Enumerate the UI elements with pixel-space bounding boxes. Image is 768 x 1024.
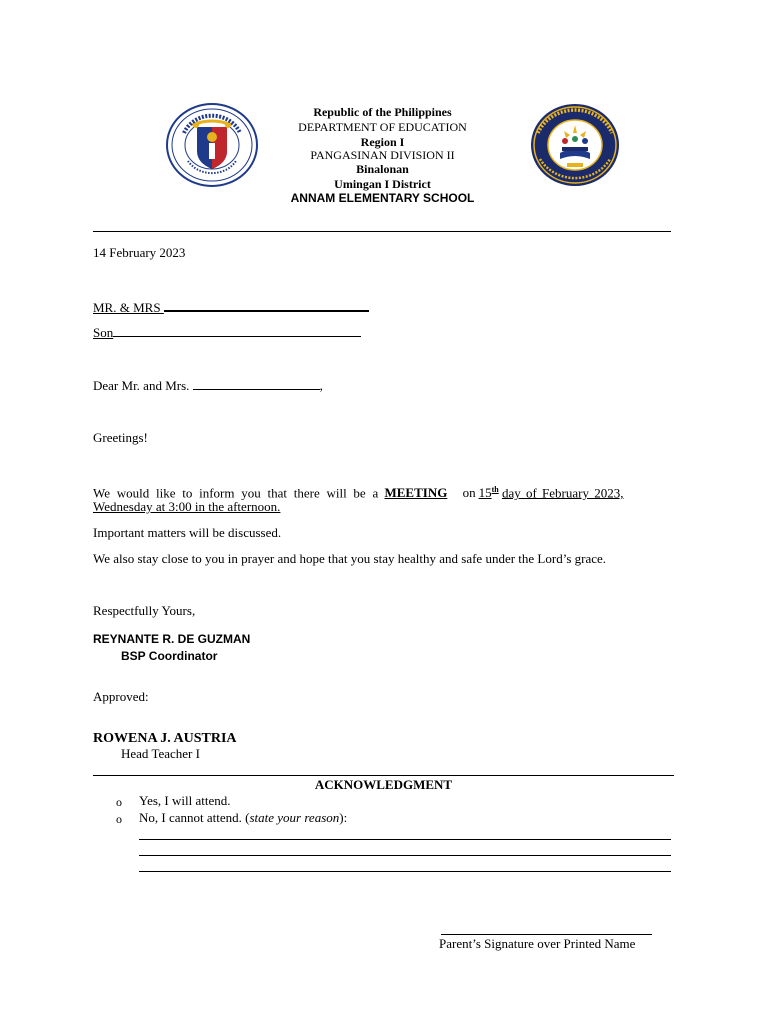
option-no[interactable] <box>139 810 347 826</box>
body-date-rest: day of February 2023, <box>501 485 624 501</box>
header-school-name: ANNAM ELEMENTARY SCHOOL <box>290 191 475 205</box>
approver-name: ROWENA J. AUSTRIA <box>93 731 237 746</box>
signature-line[interactable] <box>441 934 652 935</box>
body-intro: We would like to inform you that there will be a <box>93 485 379 501</box>
option-no-prefix: No, I cannot attend. ( <box>139 810 250 825</box>
acknowledgment-divider <box>93 775 674 776</box>
addressee-blank <box>164 298 369 312</box>
pangasinan-division-logo <box>530 103 620 187</box>
salutation-prefix: Dear Mr. and Mrs. <box>93 378 190 393</box>
salutation-blank <box>193 377 320 390</box>
body-on: on <box>462 485 476 501</box>
signer-title: BSP Coordinator <box>121 649 218 663</box>
header-department: DEPARTMENT OF EDUCATION <box>298 120 467 134</box>
header-district: Umingan I District <box>334 177 431 191</box>
body-paragraph-1-line2: Wednesday at 3:00 in the afternoon. <box>93 499 281 514</box>
acknowledgment-title: ACKNOWLEDGMENT <box>314 777 453 792</box>
reason-line-1[interactable] <box>139 839 671 840</box>
reason-line-2[interactable] <box>139 855 671 856</box>
option-no-italic: state your reason <box>249 810 340 825</box>
letter-date: 14 February 2023 <box>93 245 186 260</box>
addressee-label: MR. & MRS <box>93 300 161 315</box>
body-day-suffix: th <box>491 485 499 494</box>
addressee-line <box>93 298 369 316</box>
closing: Respectfully Yours, <box>93 603 196 618</box>
signature-label: Parent’s Signature over Printed Name <box>439 936 636 951</box>
body-paragraph-3: We also stay close to you in prayer and hope that you stay healthy and safe under the Lord’s grace. <box>93 551 607 566</box>
option-yes[interactable]: Yes, I will attend. <box>139 793 231 808</box>
header-municipality: Binalonan <box>356 162 409 176</box>
reason-line-3[interactable] <box>139 871 671 872</box>
bullet-yes: o <box>116 795 122 809</box>
option-no-suffix: ): <box>339 810 348 825</box>
deped-seal-logo <box>166 103 258 187</box>
header-republic: Republic of the Philippines <box>313 105 452 119</box>
bullet-no: o <box>116 812 122 826</box>
son-blank <box>113 324 361 337</box>
meeting-keyword: MEETING <box>384 485 448 501</box>
header-divider <box>93 231 671 232</box>
salutation-comma: , <box>319 378 323 393</box>
signer-name: REYNANTE R. DE GUZMAN <box>93 632 251 646</box>
greeting: Greetings! <box>93 430 148 445</box>
body-paragraph-2: Important matters will be discussed. <box>93 525 282 540</box>
approver-title: Head Teacher I <box>121 746 200 761</box>
approved-label: Approved: <box>93 689 149 704</box>
son-label: Son <box>93 325 114 340</box>
body-day: 15 <box>478 485 492 501</box>
salutation <box>93 377 323 394</box>
header-region: Region I <box>360 135 405 149</box>
header-division: PANGASINAN DIVISION II <box>310 148 455 162</box>
son-line <box>93 324 361 341</box>
